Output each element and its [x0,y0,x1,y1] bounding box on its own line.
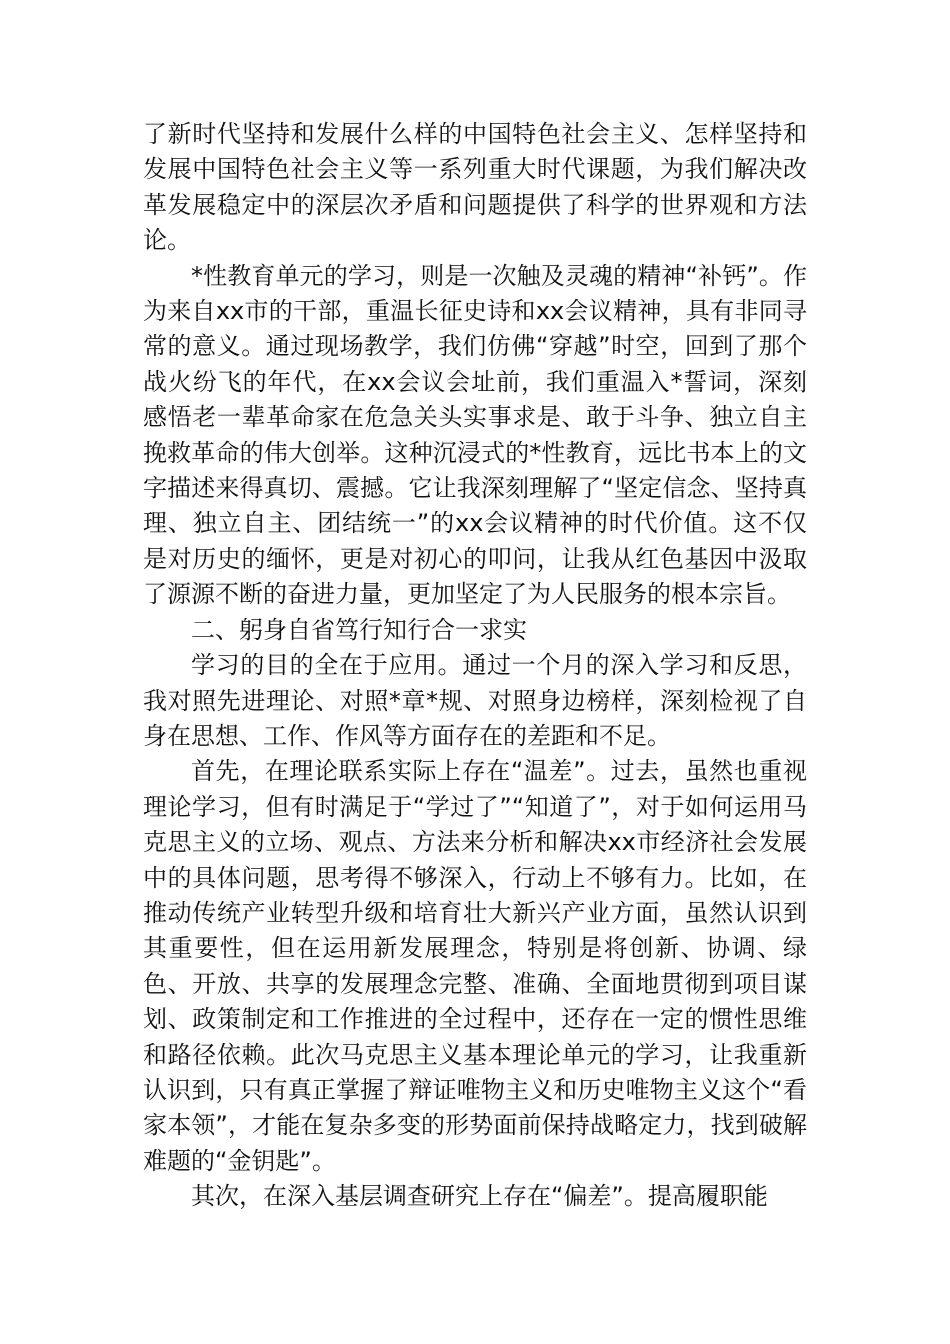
paragraph-party-education: *性教育单元的学习，则是一次触及灵魂的精神“补钙”。作为来自xx市的干部，重温长征史诗和xx会议精神，具有非同寻常的意义。通过现场教学，我们仿佛“穿越”时空，回到了那个战火纷飞的年代，在xx会议会址前，我们重温入*誓词，深刻感悟老一辈革命家在危急关头实事求是、敢于斗争、独立自主挽救革命的伟大创举。这种沉浸式的*性教育，远比书本上的文字描述来得真切、震撼。它让我深刻理解了“坚定信念、坚持真理、独立自主、团结统一”的xx会议精神的时代价值。这不仅是对历史的缅怀，更是对初心的叩问，让我从红色基因中汲取了源源不断的奋进力量，更加坚定了为人民服务的根本宗旨。 [143,261,807,609]
section-heading: 二、躬身自省笃行知行合一求实 [191,615,527,644]
paragraph-continued: 了新时代坚持和发展什么样的中国特色社会主义、怎样坚持和发展中国特色社会主义等一系列重大时代课题，为我们解决改革发展稳定中的深层次矛盾和问题提供了科学的世界观和方法论。 [143,120,807,255]
document-page [143,117,807,1215]
paragraph-theory-practice: 首先，在理论联系实际上存在“温差”。过去，虽然也重视理论学习，但有时满足于“学过了”“知道了”，对于如何运用马克思主义的立场、观点、方法来分析和解决xx市经济社会发展中的具体问题，思考得不够深入，行动上不够有力。比如，在推动传统产业转型升级和培育壮大新兴产业方面，虽然认识到其重要性，但在运用新发展理念，特别是将创新、协调、绿色、开放、共享的发展理念完整、准确、全面地贯彻到项目谋划、政策制定和工作推进的全过程中，还存在一定的惯性思维和路径依赖。此次马克思主义基本理论单元的学习，让我重新认识到，只有真正掌握了辩证唯物主义和历史唯物主义这个“看家本领”，才能在复杂多变的形势面前保持战略定力，找到破解难题的“金钥匙”。 [143,757,807,1175]
paragraph-grassroots-research: 其次，在深入基层调查研究上存在“偏差”。提高履职能 [191,1182,768,1211]
paragraph-self-examination: 学习的目的全在于应用。通过一个月的深入学习和反思，我对照先进理论、对照*章*规、对照身边榜样，深刻检视了自身在思想、工作、作风等方面存在的差距和不足。 [143,651,807,750]
